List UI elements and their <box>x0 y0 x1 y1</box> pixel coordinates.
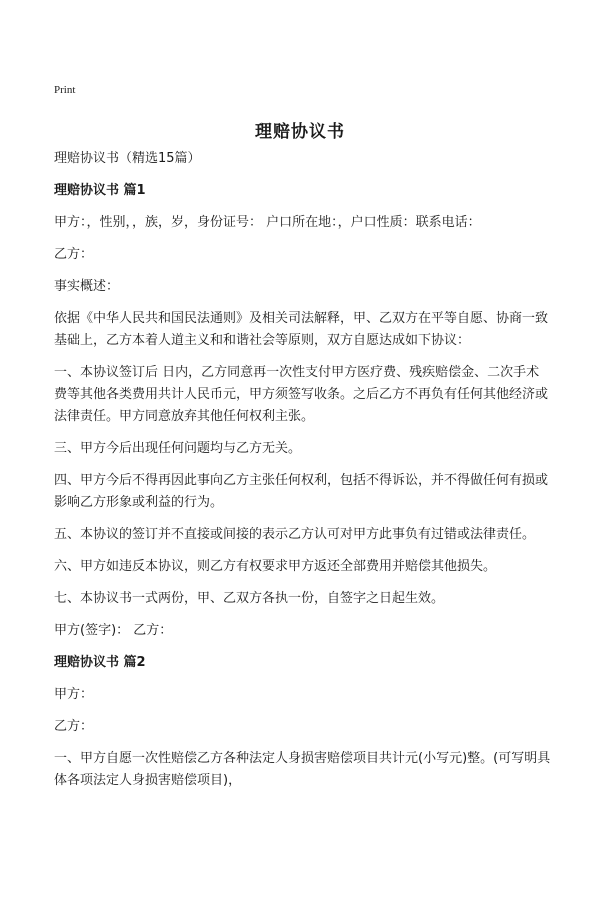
party-a-label: 甲方： <box>54 687 94 702</box>
clause-3: 三、甲方今后出现任何问题均与乙方无关。 <box>54 441 302 456</box>
document-subtitle: 理赔协议书（精选15篇） <box>54 151 201 166</box>
legal-basis-paragraph: 依据《中华人民共和国民法通则》及相关司法解释，甲、乙双方在平等自愿、协商一致基础上，乙方本着人道主义和和谐社会等原则，双方自愿达成如下协议： <box>54 311 549 348</box>
party-a-info: 甲方：，性别，，族，岁，身份证号： 户口所在地：，户口性质：联系电话： <box>54 215 481 230</box>
clause-5: 五、本协议的签订并不直接或间接的表示乙方认可对甲方此事负有过错或法律责任。 <box>54 527 536 542</box>
clause-4: 四、甲方今后不得再因此事向乙方主张任何权利，包括不得诉讼，并不得做任何有损或影响乙方形象或利益的行为。 <box>54 473 549 510</box>
signature-line: 甲方(签字)： 乙方： <box>54 623 173 638</box>
section-heading-2: 理赔协议书 篇2 <box>54 655 146 670</box>
print-link[interactable]: Print <box>54 84 76 96</box>
document-title: 理赔协议书 <box>255 122 345 142</box>
section-heading-1: 理赔协议书 篇1 <box>54 183 146 198</box>
party-b-label: 乙方： <box>54 719 94 734</box>
clause-6: 六、甲方如违反本协议，则乙方有权要求甲方返还全部费用并赔偿其他损失。 <box>54 559 497 574</box>
compensation-clause: 一、甲方自愿一次性赔偿乙方各种法定人身损害赔偿项目共计元(小写元)整。(可写明具体各项法定人身损害赔偿项目)， <box>54 751 551 788</box>
facts-summary-label: 事实概述： <box>54 279 120 294</box>
document-body <box>54 148 552 792</box>
party-b-info: 乙方： <box>54 247 94 262</box>
clause-1: 一、本协议签订后 日内，乙方同意再一次性支付甲方医疗费、残疾赔偿金、二次手术费等其他各类费用共计人民币元，甲方须签写收条。之后乙方不再负有任何其他经济或法律责任。甲方同意放弃其他任何权利主张。 <box>54 365 549 424</box>
clause-7: 七、本协议书一式两份，甲、乙双方各执一份，自签字之日起生效。 <box>54 591 445 606</box>
